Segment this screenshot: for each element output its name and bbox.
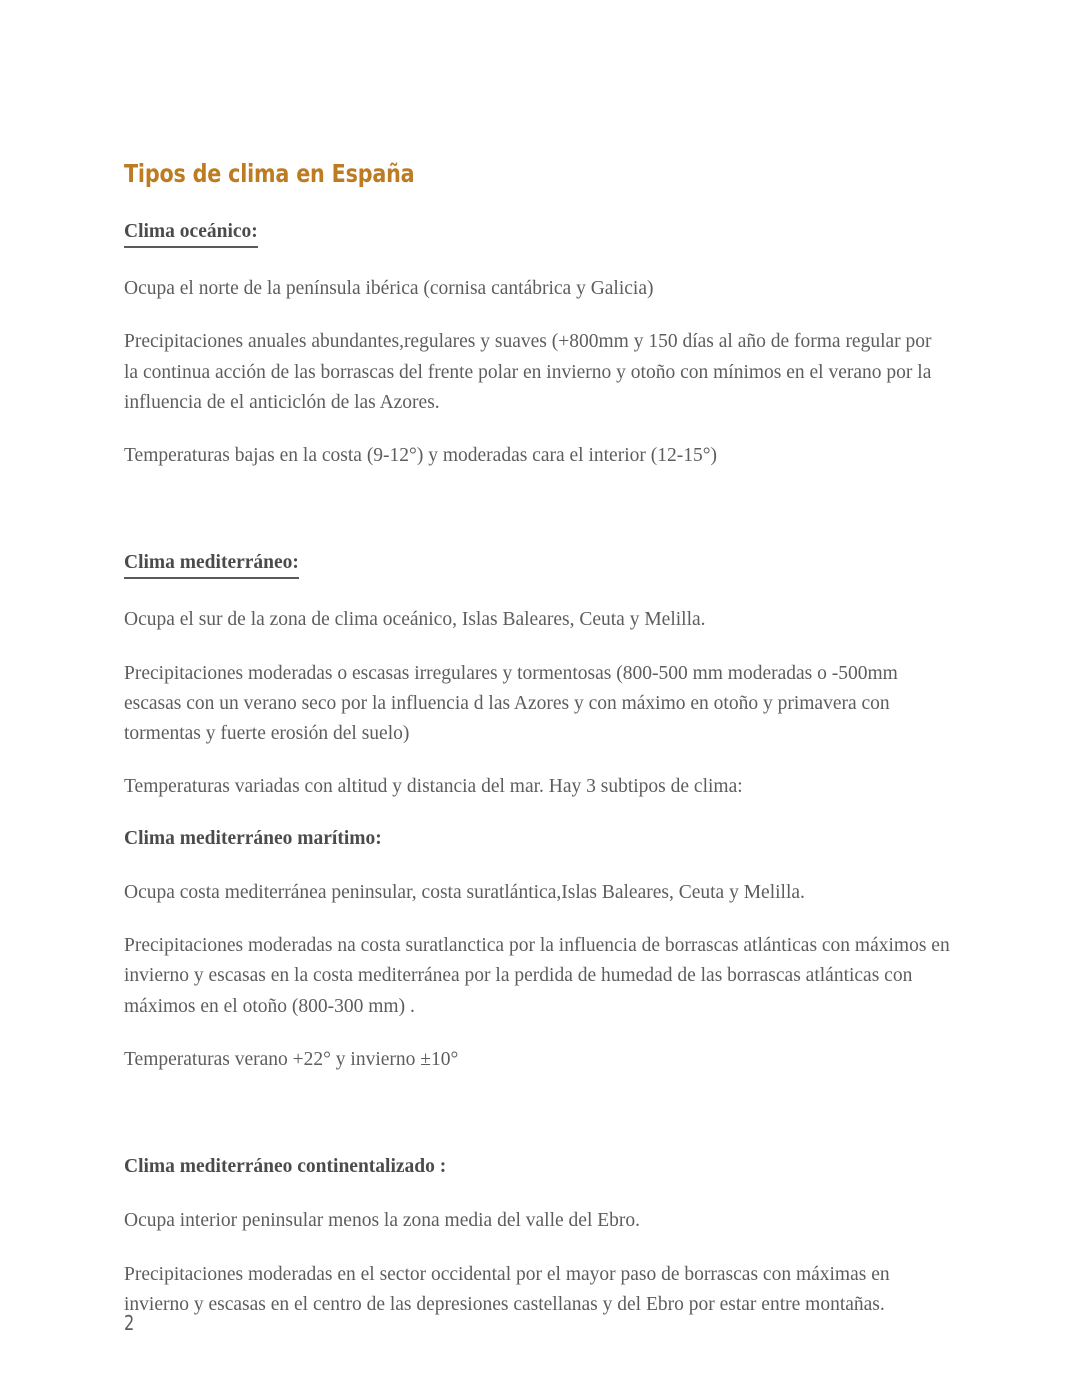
paragraph-continentalizado-ubicacion: Ocupa interior peninsular menos la zona media del valle del Ebro.: [124, 1210, 641, 1232]
paragraph-mediterraneo-precipitaciones: Precipitaciones moderadas o escasas irregulares y tormentosas (800-500 mm moderadas o -500mm escasas con un verano seco por la influencia d las Azores y con máximo en otoño y primavera con tormentas y fuerte erosión del suelo): [124, 662, 898, 745]
page-number: 2: [124, 1311, 135, 1335]
paragraph-oceanico-precipitaciones: Precipitaciones anuales abundantes,regulares y suaves (+800mm y 150 días al año de forma regular por la continua acción de las borrascas del frente polar en invierno y otoño con mínimos en el verano por la influencia de el anticiclón de las Azores.: [124, 331, 932, 413]
paragraph-maritimo-temperaturas: Temperaturas verano +22° y invierno ±10°: [124, 1048, 459, 1070]
paragraph-continentalizado-precipitaciones: Precipitaciones moderadas en el sector occidental por el mayor paso de borrascas con máximas en invierno y escasas en el centro de las depresiones castellanas y del Ebro por estar entre montañas.: [124, 1263, 890, 1315]
section-spacer-1: [124, 494, 950, 550]
paragraph-maritimo-precipitaciones: Precipitaciones moderadas na costa suratlanctica por la influencia de borrascas atlánticas con máximos en invierno y escasas en la costa mediterránea por la perdida de humedad de las borrascas atlánticas con máximos en el otoño (800-300 mm) .: [124, 935, 950, 1017]
section-heading-clima-mediterraneo-continentalizado: Clima mediterráneo continentalizado :: [124, 1155, 447, 1177]
section-spacer-2: [124, 1098, 950, 1154]
section-heading-row-mediterraneo: [124, 550, 950, 579]
section-heading-clima-mediterraneo-maritimo: Clima mediterráneo marítimo:: [124, 827, 382, 849]
paragraph-oceanico-ubicacion: Ocupa el norte de la península ibérica (cornisa cantábrica y Galicia): [124, 278, 654, 300]
page-title: Tipos de clima en España: [124, 159, 415, 188]
section-heading-clima-oceanico: Clima oceánico:: [124, 219, 258, 248]
paragraph-mediterraneo-ubicacion: Ocupa el sur de la zona de clima oceánico, Islas Baleares, Ceuta y Melilla.: [124, 609, 706, 631]
paragraph-maritimo-ubicacion: Ocupa costa mediterránea peninsular, costa suratlántica,Islas Baleares, Ceuta y Melilla.: [124, 881, 805, 903]
section-heading-clima-mediterraneo: Clima mediterráneo:: [124, 550, 299, 579]
paragraph-oceanico-temperaturas: Temperaturas bajas en la costa (9-12°) y moderadas cara el interior (12-15°): [124, 444, 718, 466]
section-heading-row-oceanico: [124, 219, 950, 248]
paragraph-mediterraneo-temperaturas: Temperaturas variadas con altitud y distancia del mar. Hay 3 subtipos de clima:: [124, 776, 743, 798]
